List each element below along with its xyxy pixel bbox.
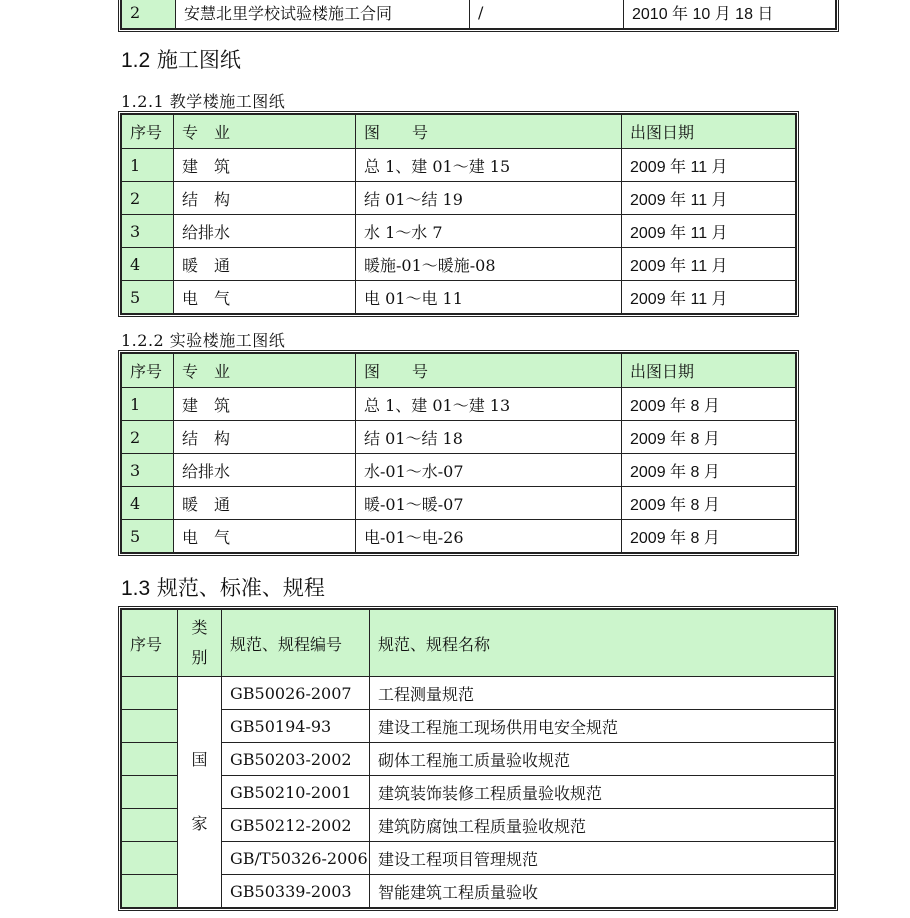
cell-code: GB50194-93 [222, 710, 370, 743]
cell-date: 2009 年 11 月 [622, 149, 796, 182]
cell-drawing-no: 电-01～电-26 [356, 520, 622, 553]
cell-date: 2009 年 8 月 [622, 454, 796, 487]
table-row [122, 875, 835, 908]
header-discipline: 专 业 [174, 354, 356, 388]
cell-date: 2009 年 8 月 [622, 388, 796, 421]
cell-name: 建筑装饰装修工程质量验收规范 [370, 776, 835, 809]
table-row [122, 182, 796, 215]
cell-drawing-no: 结 01～结 18 [356, 421, 622, 454]
section-1-2-2-heading: 1.2.2 实验楼施工图纸 [121, 331, 286, 350]
cell-code: GB/T50326-2006 [222, 842, 370, 875]
cell-name: 建设工程施工现场供用电安全规范 [370, 710, 835, 743]
cell-discipline: 建 筑 [174, 388, 356, 421]
cell-drawing-no: 水 1～水 7 [356, 215, 622, 248]
cell-code: GB50339-2003 [222, 875, 370, 908]
header-category-line2: 别 [191, 648, 208, 667]
cell-discipline: 结 构 [174, 182, 356, 215]
cell-seq: 1 [122, 149, 174, 182]
category-cell [178, 677, 222, 908]
cell-name: 工程测量规范 [370, 677, 835, 710]
section-1-2-1-heading: 1.2.1 教学楼施工图纸 [121, 92, 286, 111]
section-title: 规范、标准、规程 [156, 576, 325, 600]
header-issue-date: 出图日期 [622, 115, 796, 149]
cell-seq: 4 [122, 248, 174, 281]
cell-date: 2009 年 11 月 [622, 215, 796, 248]
cell-drawing-no: 水-01～水-07 [356, 454, 622, 487]
cell-date: 2009 年 8 月 [622, 487, 796, 520]
table-row [122, 520, 796, 553]
section-title: 施工图纸 [156, 48, 241, 72]
header-drawing-no: 图 号 [356, 354, 622, 388]
cell-drawing-no: 电 01～电 11 [356, 281, 622, 314]
cell-drawing-no: 总 1、建 01～建 13 [356, 388, 622, 421]
header-seq: 序号 [122, 115, 174, 149]
cell-seq [122, 776, 178, 809]
table-row [122, 248, 796, 281]
cell-date: 2009 年 11 月 [622, 182, 796, 215]
cell-date: 2009 年 8 月 [622, 520, 796, 553]
cell-date: 2009 年 11 月 [622, 248, 796, 281]
table-header-row [122, 610, 835, 677]
cell-drawing-no: 结 01～结 19 [356, 182, 622, 215]
contract-slash: / [470, 0, 624, 29]
cell-discipline: 暖 通 [174, 487, 356, 520]
table-row [122, 281, 796, 314]
contract-date: 2010 年 10 月 18 日 [624, 0, 836, 29]
cell-drawing-no: 暖施-01～暖施-08 [356, 248, 622, 281]
cell-seq [122, 875, 178, 908]
cell-seq [122, 809, 178, 842]
cell-seq [122, 743, 178, 776]
cell-seq: 3 [122, 215, 174, 248]
table-row [122, 421, 796, 454]
cell-code: GB50212-2002 [222, 809, 370, 842]
header-drawing-no: 图 号 [356, 115, 622, 149]
section-number: 1.3 [121, 577, 151, 600]
cell-date: 2009 年 11 月 [622, 281, 796, 314]
contract-no: 2 [122, 0, 176, 29]
cell-discipline: 给排水 [174, 215, 356, 248]
cell-name: 建筑防腐蚀工程质量验收规范 [370, 809, 835, 842]
table-row [122, 149, 796, 182]
cell-seq: 2 [122, 182, 174, 215]
section-number: 1.2 [121, 49, 151, 72]
cell-seq: 4 [122, 487, 174, 520]
table-row [122, 809, 835, 842]
table-row [122, 215, 796, 248]
cell-seq: 5 [122, 281, 174, 314]
cell-name: 建设工程项目管理规范 [370, 842, 835, 875]
contract-name: 安慧北里学校试验楼施工合同 [176, 0, 470, 29]
table-row [122, 487, 796, 520]
cell-seq [122, 842, 178, 875]
table-row [122, 677, 835, 710]
cell-discipline: 给排水 [174, 454, 356, 487]
teaching-building-drawings-table [121, 114, 796, 314]
cell-seq: 3 [122, 454, 174, 487]
table-row [122, 710, 835, 743]
cell-date: 2009 年 8 月 [622, 421, 796, 454]
table-header-row [122, 115, 796, 149]
table-row [122, 842, 835, 875]
header-seq: 序号 [122, 610, 178, 677]
cell-discipline: 电 气 [174, 520, 356, 553]
table-row [122, 388, 796, 421]
cell-name: 智能建筑工程质量验收 [370, 875, 835, 908]
header-discipline: 专 业 [174, 115, 356, 149]
cell-drawing-no: 暖-01～暖-07 [356, 487, 622, 520]
table-row [122, 743, 835, 776]
contract-table [121, 0, 836, 29]
cell-name: 砌体工程施工质量验收规范 [370, 743, 835, 776]
header-name: 规范、规程名称 [370, 610, 835, 677]
cell-discipline: 建 筑 [174, 149, 356, 182]
header-category-line1: 类 [191, 618, 208, 637]
header-seq: 序号 [122, 354, 174, 388]
header-code: 规范、规程编号 [222, 610, 370, 677]
cell-discipline: 结 构 [174, 421, 356, 454]
standards-table [121, 609, 835, 908]
cell-seq [122, 677, 178, 710]
cell-drawing-no: 总 1、建 01～建 15 [356, 149, 622, 182]
table-row [122, 454, 796, 487]
cell-seq: 1 [122, 388, 174, 421]
cell-seq: 5 [122, 520, 174, 553]
cell-code: GB50203-2002 [222, 743, 370, 776]
header-issue-date: 出图日期 [622, 354, 796, 388]
cell-seq [122, 710, 178, 743]
section-1-3-heading [121, 572, 325, 602]
category-line1: 国 [191, 750, 208, 769]
section-1-2-heading [121, 44, 241, 74]
table-header-row [122, 354, 796, 388]
cell-code: GB50026-2007 [222, 677, 370, 710]
cell-code: GB50210-2001 [222, 776, 370, 809]
cell-discipline: 暖 通 [174, 248, 356, 281]
lab-building-drawings-table [121, 353, 796, 553]
category-line2: 家 [191, 814, 208, 833]
cell-seq: 2 [122, 421, 174, 454]
table-row [122, 776, 835, 809]
header-category [178, 610, 222, 677]
cell-discipline: 电 气 [174, 281, 356, 314]
